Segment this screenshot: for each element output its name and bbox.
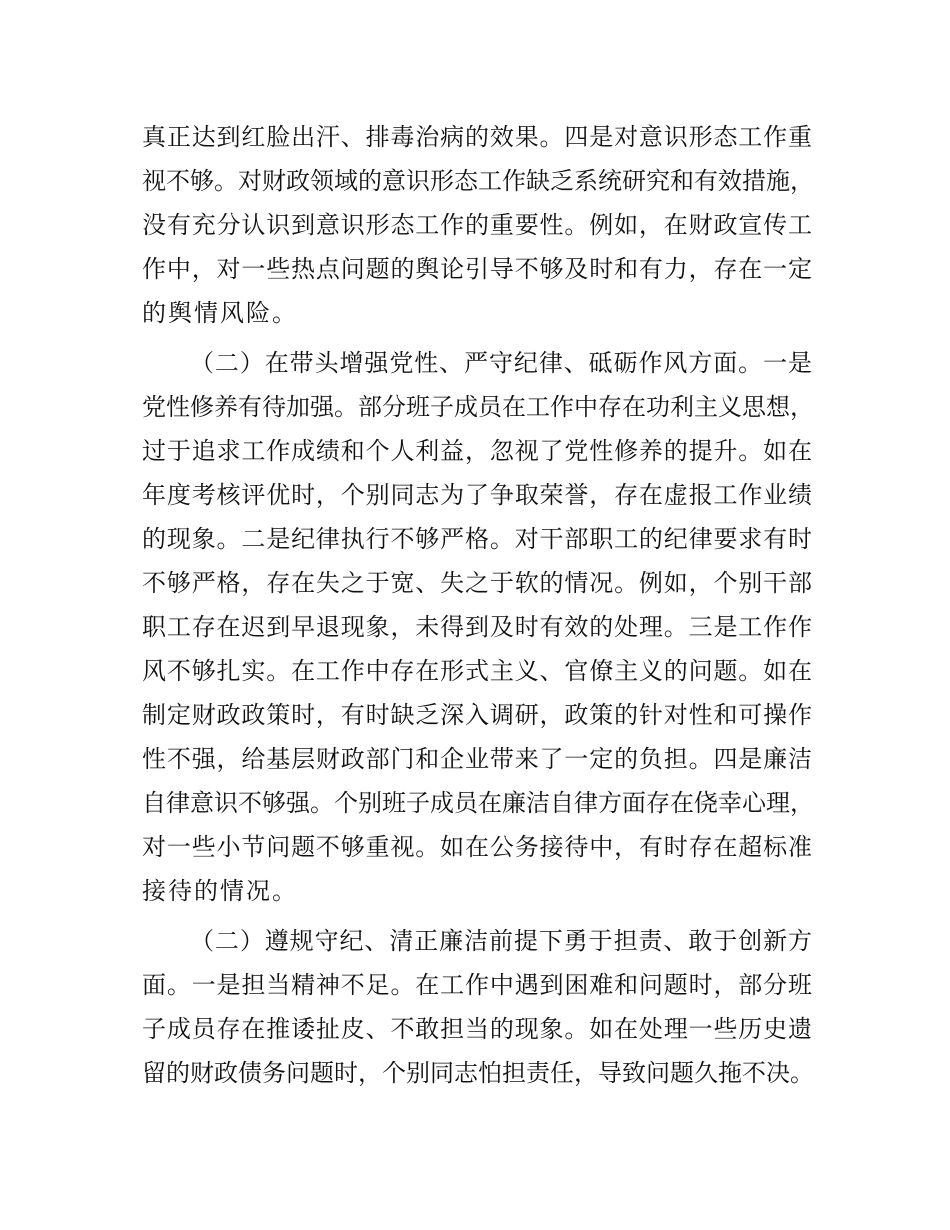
text-line: 的现象。二是纪律执行不够严格。对干部职工的纪律要求有时: [142, 525, 812, 553]
text-line: 制定财政政策时，有时缺乏深入调研，政策的针对性和可操作: [142, 701, 812, 729]
text-line: 真正达到红脸出汗、排毒治病的效果。四是对意识形态工作重: [142, 123, 812, 151]
text-line: 职工存在迟到早退现象，未得到及时有效的处理。三是工作作: [142, 613, 812, 641]
text-line: 没有充分认识到意识形态工作的重要性。例如，在财政宣传工: [142, 211, 812, 239]
section-heading-line: （二）遵规守纪、清正廉洁前提下勇于担责、敢于创新方: [190, 927, 812, 955]
text-line: 面。一是担当精神不足。在工作中遇到困难和问题时，部分班: [142, 971, 812, 999]
text-line: 自律意识不够强。个别班子成员在廉洁自律方面存在侥幸心理，: [142, 789, 814, 817]
text-line: 的舆情风险。: [142, 299, 298, 327]
text-line: 性不强，给基层财政部门和企业带来了一定的负担。四是廉洁: [142, 745, 812, 773]
text-line: 风不够扎实。在工作中存在形式主义、官僚主义的问题。如在: [142, 657, 812, 685]
text-line: 年度考核评优时，个别同志为了争取荣誉，存在虚报工作业绩: [142, 481, 812, 509]
text-line: 不够严格，存在失之于宽、失之于软的情况。例如，个别干部: [142, 569, 812, 597]
text-line: 留的财政债务问题时，个别同志怕担责任，导致问题久拖不决。: [142, 1059, 814, 1087]
text-line: 接待的情况。: [142, 877, 298, 905]
text-line: 过于追求工作成绩和个人利益，忽视了党性修养的提升。如在: [142, 437, 812, 465]
text-line: 视不够。对财政领域的意识形态工作缺乏系统研究和有效措施，: [142, 167, 814, 195]
text-line: 作中，对一些热点问题的舆论引导不够及时和有力，存在一定: [142, 255, 812, 283]
text-line: 对一些小节问题不够重视。如在公务接待中，有时存在超标准: [142, 833, 812, 861]
text-line: 党性修养有待加强。部分班子成员在工作中存在功利主义思想，: [142, 393, 814, 421]
text-line: 子成员存在推诿扯皮、不敢担当的现象。如在处理一些历史遗: [142, 1015, 812, 1043]
section-heading-line: （二）在带头增强党性、严守纪律、砥砺作风方面。一是: [190, 349, 812, 377]
